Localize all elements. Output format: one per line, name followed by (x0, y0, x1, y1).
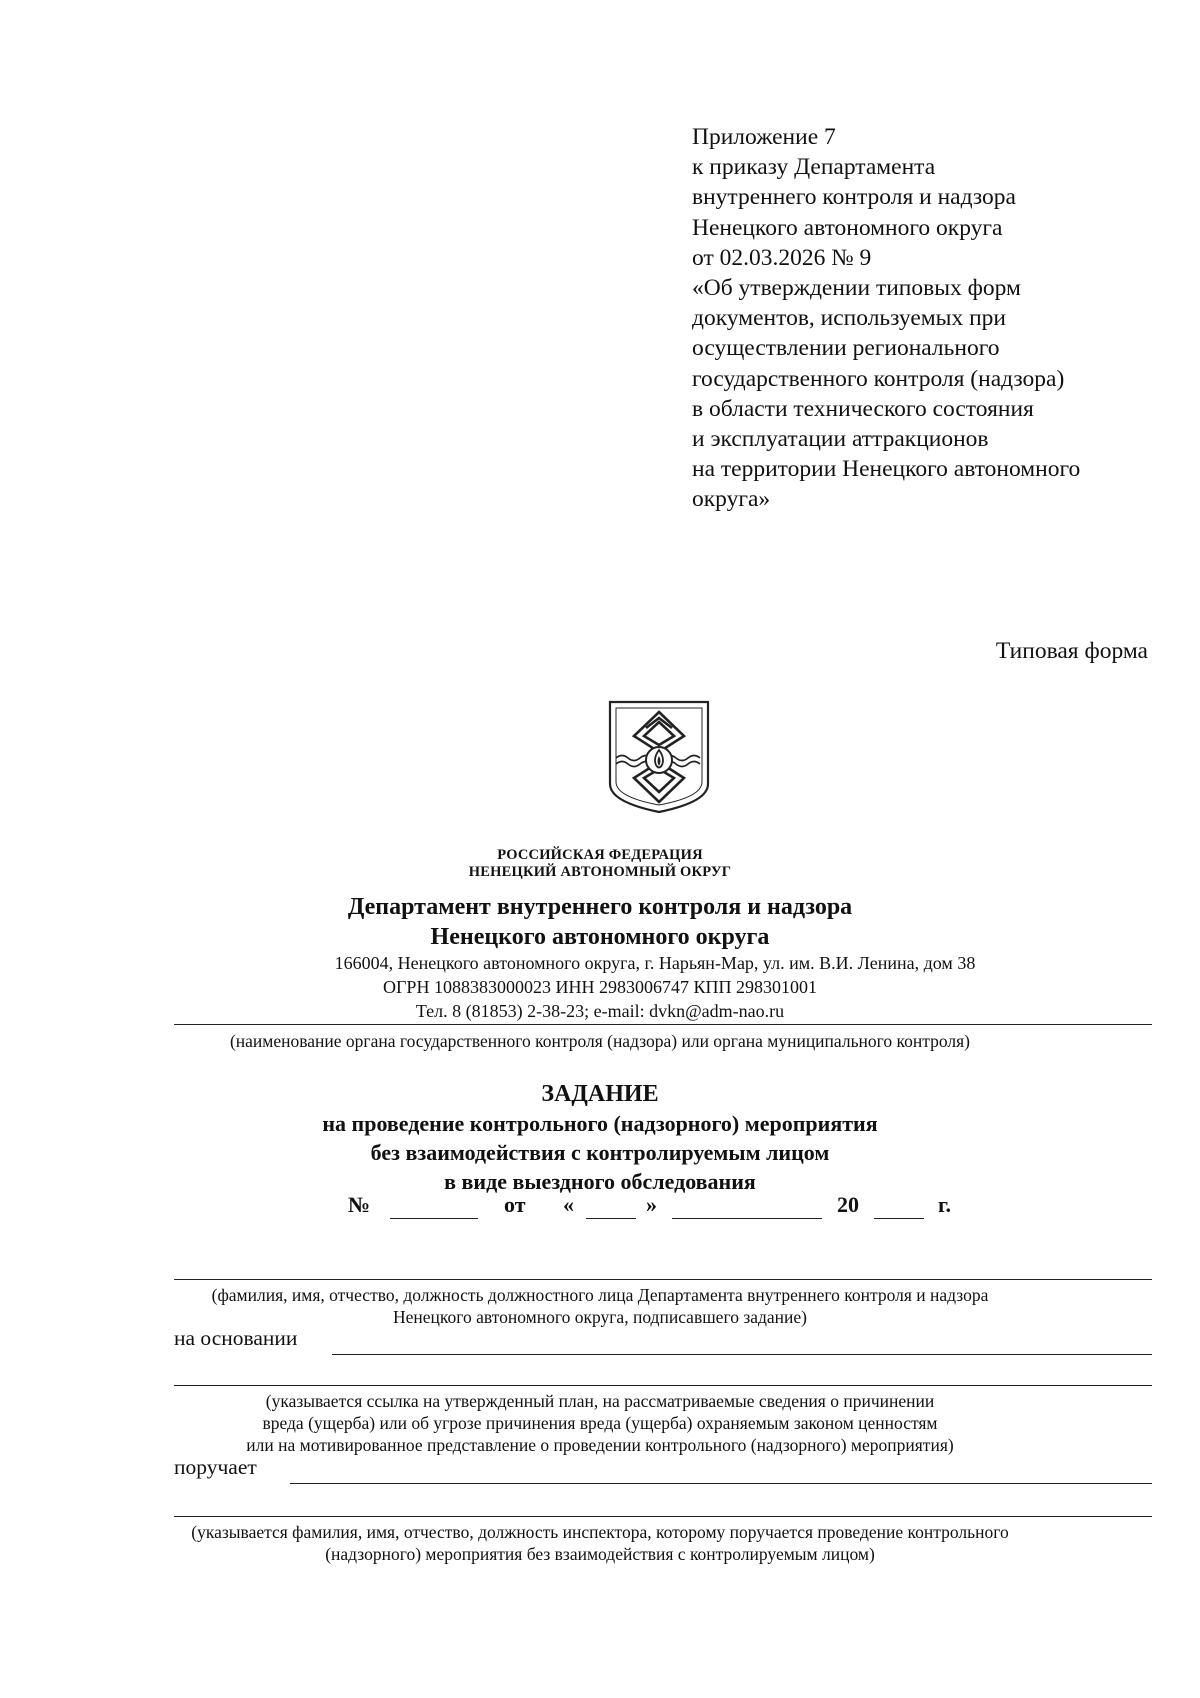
appendix-line: в области технического состояния (692, 395, 1034, 422)
basis-caption-line1: (указывается ссылка на утвержденный план, на рассматриваемые сведения о причинении (265, 1391, 935, 1411)
appendix-line: Приложение 7 (692, 124, 836, 150)
title-line2: без взаимодействия с контролируемым лицом (370, 1140, 830, 1165)
basis-label: на основании (174, 1326, 298, 1350)
month-field[interactable] (672, 1218, 822, 1219)
date-from-label: от (504, 1192, 526, 1217)
title-heading: ЗАДАНИЕ (541, 1081, 659, 1107)
year-field[interactable] (874, 1218, 924, 1219)
official-caption-line1: (фамилия, имя, отчество, должность должностного лица Департамента внутреннего контроля и надзора (211, 1285, 989, 1305)
form-type-label: Типовая форма (995, 638, 1148, 664)
appendix-line: «Об утверждении типовых форм (692, 275, 1021, 302)
appendix-line: от 02.03.2026 № 9 (692, 244, 872, 271)
year-suffix: г. (938, 1192, 952, 1217)
title-line3: в виде выездного обследования (444, 1169, 756, 1194)
appendix-line: внутреннего контроля и надзора (692, 184, 1016, 211)
assign-caption (0, 1521, 1200, 1565)
official-caption-line2: Ненецкого автономного округа, подписавшего задание) (393, 1307, 807, 1327)
official-field[interactable] (174, 1279, 1152, 1280)
region-name: НЕНЕЦКИЙ АВТОНОМНЫЙ ОКРУГ (468, 864, 732, 880)
department-name (0, 892, 1200, 952)
appendix-line: и эксплуатации аттракционов (692, 426, 989, 453)
department-address: 166004, Ненецкого автономного округа, г. Нарьян-Мар, ул. им. В.И. Ленина, дом 38 (334, 953, 976, 973)
coat-of-arms-icon (606, 698, 712, 816)
number-sign: № (348, 1192, 371, 1217)
org-divider (174, 1024, 1152, 1025)
country-name: РОССИЙСКАЯ ФЕДЕРАЦИЯ (497, 847, 703, 863)
department-line1: Департамент внутреннего контроля и надзора (347, 894, 853, 920)
department-ids: ОГРН 1088383000023 ИНН 2983006747 КПП 298301001 (383, 977, 817, 997)
day-field[interactable] (586, 1218, 636, 1219)
basis-caption-line3: или на мотивированное представление о проведении контрольного (надзорного) мероприятия) (246, 1435, 954, 1455)
number-field[interactable] (390, 1218, 478, 1219)
assign-caption-line2: (надзорного) мероприятия без взаимодействия с контролируемым лицом) (325, 1544, 875, 1564)
assign-field-continuation[interactable] (174, 1516, 1152, 1517)
assign-caption-line1: (указывается фамилия, имя, отчество, должность инспектора, которому поручается проведение контрольного (191, 1522, 1009, 1542)
department-line2: Ненецкого автономного округа (430, 924, 770, 950)
appendix-line: к приказу Департамента (692, 154, 936, 181)
state-header (0, 847, 1200, 881)
appendix-line: документов, используемых при (692, 305, 1006, 332)
appendix-line: осуществлении регионального (692, 335, 1000, 362)
document-title (0, 1080, 1200, 1196)
department-phone-email: Тел. 8 (81853) 2-38-23; e-mail: dvkn@adm-nao.ru (415, 1001, 785, 1021)
basis-caption (0, 1390, 1200, 1456)
basis-field[interactable] (332, 1354, 1152, 1355)
appendix-line: Ненецкого автономного округа (692, 214, 1003, 241)
close-quote: » (646, 1192, 657, 1217)
basis-caption-line2: вреда (ущерба) или об угрозе причинения вреда (ущерба) охраняемым законом ценностям (262, 1413, 938, 1433)
appendix-block (692, 122, 1162, 515)
appendix-line: округа» (692, 486, 771, 513)
org-caption: (наименование органа государственного контроля (надзора) или органа муниципального контроля) (229, 1031, 971, 1051)
official-caption (0, 1284, 1200, 1328)
basis-field-continuation[interactable] (174, 1385, 1152, 1386)
open-quote: « (563, 1192, 574, 1217)
appendix-line: государственного контроля (надзора) (692, 365, 1065, 392)
assign-field[interactable] (290, 1483, 1152, 1484)
year-prefix: 20 (837, 1192, 859, 1217)
department-contacts (0, 951, 1200, 1023)
title-line1: на проведение контрольного (надзорного) мероприятия (322, 1111, 878, 1136)
appendix-line: на территории Ненецкого автономного (692, 456, 1081, 483)
assign-label: поручает (174, 1455, 257, 1479)
